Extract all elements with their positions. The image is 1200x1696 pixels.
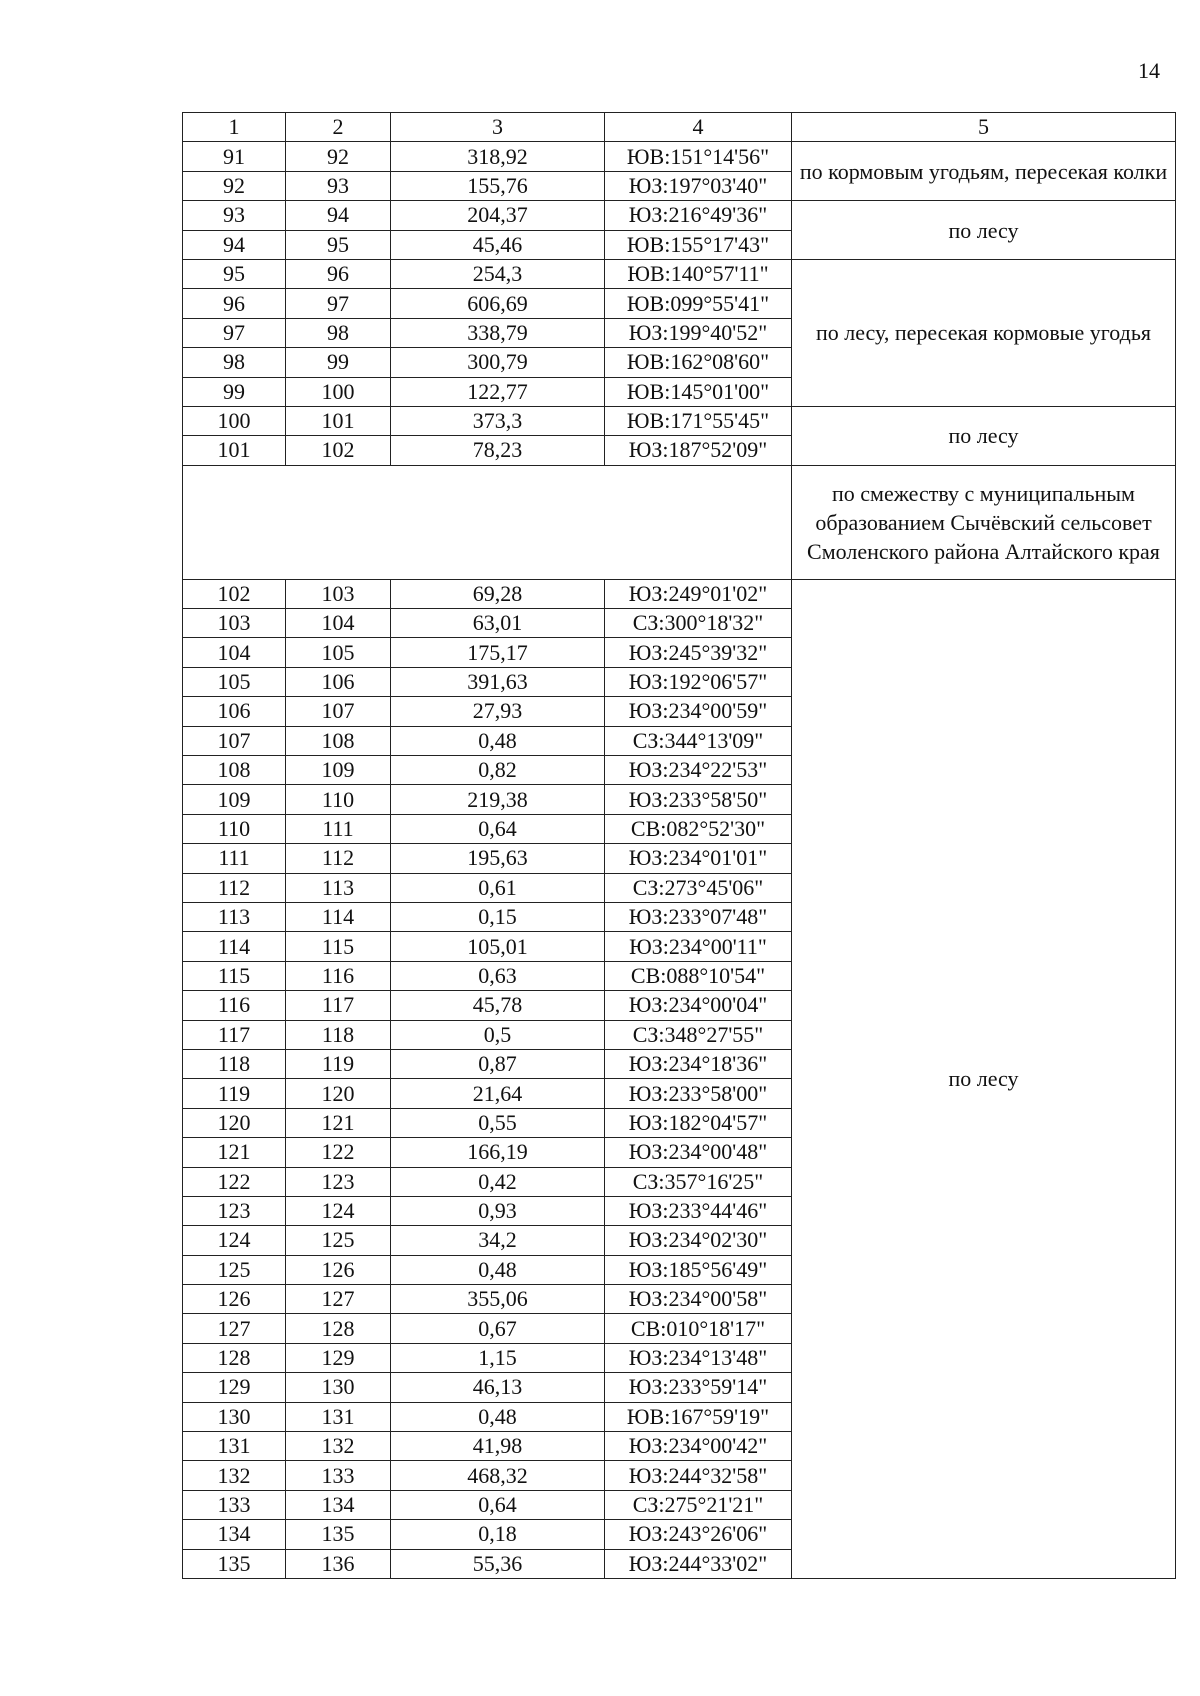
length-cell: 41,98 — [391, 1432, 605, 1461]
length-cell: 0,18 — [391, 1520, 605, 1549]
bearing-cell: ЮВ:140°57'11" — [605, 259, 792, 288]
from-point-cell: 111 — [183, 844, 286, 873]
from-point-cell: 105 — [183, 667, 286, 696]
to-point-cell: 96 — [286, 259, 391, 288]
to-point-cell: 114 — [286, 902, 391, 931]
from-point-cell: 101 — [183, 436, 286, 465]
bearing-cell: ЮЗ:233°58'00" — [605, 1079, 792, 1108]
length-cell: 69,28 — [391, 579, 605, 608]
length-cell: 0,67 — [391, 1314, 605, 1343]
bearing-cell: ЮЗ:233°58'50" — [605, 785, 792, 814]
to-point-cell: 105 — [286, 638, 391, 667]
to-point-cell: 103 — [286, 579, 391, 608]
table-row — [183, 406, 1176, 435]
length-cell: 0,61 — [391, 873, 605, 902]
bearing-cell: ЮЗ:192°06'57" — [605, 667, 792, 696]
from-point-cell: 132 — [183, 1461, 286, 1490]
bearing-cell: ЮЗ:234°22'53" — [605, 756, 792, 785]
length-cell: 105,01 — [391, 932, 605, 961]
length-cell: 391,63 — [391, 667, 605, 696]
from-point-cell: 96 — [183, 289, 286, 318]
bearing-cell: ЮЗ:182°04'57" — [605, 1108, 792, 1137]
description-cell: по лесу — [792, 406, 1176, 465]
bearing-cell: ЮЗ:234°02'30" — [605, 1226, 792, 1255]
length-cell: 0,48 — [391, 1402, 605, 1431]
length-cell: 0,82 — [391, 756, 605, 785]
to-point-cell: 107 — [286, 697, 391, 726]
from-point-cell: 122 — [183, 1167, 286, 1196]
length-cell: 55,36 — [391, 1549, 605, 1578]
from-point-cell: 121 — [183, 1138, 286, 1167]
from-point-cell: 126 — [183, 1285, 286, 1314]
bearing-cell: ЮЗ:199°40'52" — [605, 318, 792, 347]
to-point-cell: 95 — [286, 230, 391, 259]
from-point-cell: 104 — [183, 638, 286, 667]
to-point-cell: 98 — [286, 318, 391, 347]
boundary-table-body — [183, 113, 1176, 1579]
to-point-cell: 121 — [286, 1108, 391, 1137]
from-point-cell: 98 — [183, 348, 286, 377]
length-cell: 0,55 — [391, 1108, 605, 1137]
bearing-cell: СЗ:344°13'09" — [605, 726, 792, 755]
empty-merged-cell — [183, 465, 792, 579]
length-cell: 219,38 — [391, 785, 605, 814]
bearing-cell: ЮЗ:249°01'02" — [605, 579, 792, 608]
description-cell: по лесу — [792, 201, 1176, 260]
table-row — [183, 201, 1176, 230]
length-cell: 78,23 — [391, 436, 605, 465]
length-cell: 155,76 — [391, 171, 605, 200]
bearing-cell: ЮВ:155°17'43" — [605, 230, 792, 259]
to-point-cell: 130 — [286, 1373, 391, 1402]
from-point-cell: 135 — [183, 1549, 286, 1578]
to-point-cell: 101 — [286, 406, 391, 435]
length-cell: 0,64 — [391, 1490, 605, 1519]
length-cell: 122,77 — [391, 377, 605, 406]
from-point-cell: 115 — [183, 961, 286, 990]
header-cell-3: 3 — [391, 113, 605, 142]
to-point-cell: 102 — [286, 436, 391, 465]
length-cell: 0,93 — [391, 1196, 605, 1225]
from-point-cell: 123 — [183, 1196, 286, 1225]
bearing-cell: ЮЗ:234°00'58" — [605, 1285, 792, 1314]
to-point-cell: 93 — [286, 171, 391, 200]
to-point-cell: 108 — [286, 726, 391, 755]
bearing-cell: ЮЗ:234°00'42" — [605, 1432, 792, 1461]
length-cell: 254,3 — [391, 259, 605, 288]
from-point-cell: 92 — [183, 171, 286, 200]
length-cell: 21,64 — [391, 1079, 605, 1108]
page-number: 14 — [1138, 58, 1160, 83]
length-cell: 0,48 — [391, 1255, 605, 1284]
from-point-cell: 129 — [183, 1373, 286, 1402]
length-cell: 0,63 — [391, 961, 605, 990]
to-point-cell: 128 — [286, 1314, 391, 1343]
length-cell: 606,69 — [391, 289, 605, 318]
to-point-cell: 133 — [286, 1461, 391, 1490]
bearing-cell: СВ:010°18'17" — [605, 1314, 792, 1343]
to-point-cell: 99 — [286, 348, 391, 377]
from-point-cell: 118 — [183, 1049, 286, 1078]
to-point-cell: 104 — [286, 609, 391, 638]
to-point-cell: 92 — [286, 142, 391, 171]
to-point-cell: 113 — [286, 873, 391, 902]
to-point-cell: 116 — [286, 961, 391, 990]
from-point-cell: 100 — [183, 406, 286, 435]
from-point-cell: 133 — [183, 1490, 286, 1519]
length-cell: 1,15 — [391, 1343, 605, 1372]
to-point-cell: 97 — [286, 289, 391, 318]
table-row — [183, 259, 1176, 288]
boundary-table — [182, 112, 1176, 1579]
bearing-cell: ЮВ:162°08'60" — [605, 348, 792, 377]
length-cell: 0,15 — [391, 902, 605, 931]
from-point-cell: 107 — [183, 726, 286, 755]
length-cell: 468,32 — [391, 1461, 605, 1490]
from-point-cell: 120 — [183, 1108, 286, 1137]
from-point-cell: 91 — [183, 142, 286, 171]
length-cell: 338,79 — [391, 318, 605, 347]
to-point-cell: 117 — [286, 991, 391, 1020]
from-point-cell: 131 — [183, 1432, 286, 1461]
to-point-cell: 118 — [286, 1020, 391, 1049]
from-point-cell: 94 — [183, 230, 286, 259]
bearing-cell: ЮВ:171°55'45" — [605, 406, 792, 435]
bearing-cell: ЮЗ:233°07'48" — [605, 902, 792, 931]
from-point-cell: 130 — [183, 1402, 286, 1431]
description-cell: по лесу — [792, 579, 1176, 1578]
length-cell: 46,13 — [391, 1373, 605, 1402]
from-point-cell: 114 — [183, 932, 286, 961]
to-point-cell: 109 — [286, 756, 391, 785]
length-cell: 63,01 — [391, 609, 605, 638]
length-cell: 300,79 — [391, 348, 605, 377]
to-point-cell: 94 — [286, 201, 391, 230]
bearing-cell: СЗ:357°16'25" — [605, 1167, 792, 1196]
bearing-cell: СЗ:273°45'06" — [605, 873, 792, 902]
bearing-cell: ЮЗ:185°56'49" — [605, 1255, 792, 1284]
header-cell-2: 2 — [286, 113, 391, 142]
bearing-cell: СЗ:275°21'21" — [605, 1490, 792, 1519]
length-cell: 166,19 — [391, 1138, 605, 1167]
to-point-cell: 119 — [286, 1049, 391, 1078]
to-point-cell: 136 — [286, 1549, 391, 1578]
from-point-cell: 106 — [183, 697, 286, 726]
to-point-cell: 110 — [286, 785, 391, 814]
to-point-cell: 122 — [286, 1138, 391, 1167]
from-point-cell: 110 — [183, 814, 286, 843]
from-point-cell: 112 — [183, 873, 286, 902]
length-cell: 0,42 — [391, 1167, 605, 1196]
table-row — [183, 579, 1176, 608]
length-cell: 373,3 — [391, 406, 605, 435]
bearing-cell: ЮВ:145°01'00" — [605, 377, 792, 406]
description-cell: по кормовым угодьям, пересекая колки — [792, 142, 1176, 201]
bearing-cell: ЮЗ:234°00'04" — [605, 991, 792, 1020]
from-point-cell: 97 — [183, 318, 286, 347]
length-cell: 0,87 — [391, 1049, 605, 1078]
from-point-cell: 134 — [183, 1520, 286, 1549]
header-cell-4: 4 — [605, 113, 792, 142]
from-point-cell: 102 — [183, 579, 286, 608]
to-point-cell: 112 — [286, 844, 391, 873]
from-point-cell: 128 — [183, 1343, 286, 1372]
to-point-cell: 106 — [286, 667, 391, 696]
bearing-cell: ЮЗ:234°01'01" — [605, 844, 792, 873]
bearing-cell: ЮЗ:234°13'48" — [605, 1343, 792, 1372]
header-cell-1: 1 — [183, 113, 286, 142]
bearing-cell: ЮЗ:197°03'40" — [605, 171, 792, 200]
from-point-cell: 103 — [183, 609, 286, 638]
to-point-cell: 129 — [286, 1343, 391, 1372]
note-row — [183, 465, 1176, 579]
length-cell: 175,17 — [391, 638, 605, 667]
from-point-cell: 124 — [183, 1226, 286, 1255]
bearing-cell: ЮВ:099°55'41" — [605, 289, 792, 318]
bearing-cell: ЮЗ:243°26'06" — [605, 1520, 792, 1549]
length-cell: 204,37 — [391, 201, 605, 230]
length-cell: 195,63 — [391, 844, 605, 873]
header-row — [183, 113, 1176, 142]
to-point-cell: 126 — [286, 1255, 391, 1284]
from-point-cell: 109 — [183, 785, 286, 814]
to-point-cell: 127 — [286, 1285, 391, 1314]
bearing-cell: ЮЗ:234°00'11" — [605, 932, 792, 961]
length-cell: 34,2 — [391, 1226, 605, 1255]
bearing-cell: СВ:088°10'54" — [605, 961, 792, 990]
bearing-cell: ЮЗ:244°33'02" — [605, 1549, 792, 1578]
bearing-cell: ЮЗ:233°59'14" — [605, 1373, 792, 1402]
table-row — [183, 142, 1176, 171]
to-point-cell: 123 — [286, 1167, 391, 1196]
from-point-cell: 127 — [183, 1314, 286, 1343]
bearing-cell: ЮЗ:234°00'59" — [605, 697, 792, 726]
from-point-cell: 119 — [183, 1079, 286, 1108]
length-cell: 355,06 — [391, 1285, 605, 1314]
length-cell: 318,92 — [391, 142, 605, 171]
bearing-cell: ЮЗ:245°39'32" — [605, 638, 792, 667]
bearing-cell: ЮЗ:234°00'48" — [605, 1138, 792, 1167]
bearing-cell: ЮВ:151°14'56" — [605, 142, 792, 171]
to-point-cell: 125 — [286, 1226, 391, 1255]
bearing-cell: ЮЗ:244°32'58" — [605, 1461, 792, 1490]
from-point-cell: 95 — [183, 259, 286, 288]
from-point-cell: 116 — [183, 991, 286, 1020]
bearing-cell: ЮЗ:233°44'46" — [605, 1196, 792, 1225]
length-cell: 45,46 — [391, 230, 605, 259]
bearing-cell: СВ:082°52'30" — [605, 814, 792, 843]
adjacency-note-cell: по смежеству с муниципальным образованием Сычёвский сельсовет Смоленского района Алтайского края — [792, 465, 1176, 579]
to-point-cell: 132 — [286, 1432, 391, 1461]
to-point-cell: 131 — [286, 1402, 391, 1431]
to-point-cell: 124 — [286, 1196, 391, 1225]
length-cell: 0,64 — [391, 814, 605, 843]
to-point-cell: 100 — [286, 377, 391, 406]
from-point-cell: 117 — [183, 1020, 286, 1049]
to-point-cell: 115 — [286, 932, 391, 961]
to-point-cell: 135 — [286, 1520, 391, 1549]
length-cell: 0,48 — [391, 726, 605, 755]
bearing-cell: ЮЗ:216°49'36" — [605, 201, 792, 230]
bearing-cell: ЮВ:167°59'19" — [605, 1402, 792, 1431]
to-point-cell: 134 — [286, 1490, 391, 1519]
bearing-cell: СЗ:348°27'55" — [605, 1020, 792, 1049]
header-cell-5: 5 — [792, 113, 1176, 142]
from-point-cell: 108 — [183, 756, 286, 785]
from-point-cell: 113 — [183, 902, 286, 931]
from-point-cell: 99 — [183, 377, 286, 406]
description-cell: по лесу, пересекая кормовые угодья — [792, 259, 1176, 406]
bearing-cell: ЮЗ:234°18'36" — [605, 1049, 792, 1078]
from-point-cell: 125 — [183, 1255, 286, 1284]
length-cell: 0,5 — [391, 1020, 605, 1049]
bearing-cell: СЗ:300°18'32" — [605, 609, 792, 638]
bearing-cell: ЮЗ:187°52'09" — [605, 436, 792, 465]
length-cell: 45,78 — [391, 991, 605, 1020]
from-point-cell: 93 — [183, 201, 286, 230]
to-point-cell: 111 — [286, 814, 391, 843]
to-point-cell: 120 — [286, 1079, 391, 1108]
length-cell: 27,93 — [391, 697, 605, 726]
